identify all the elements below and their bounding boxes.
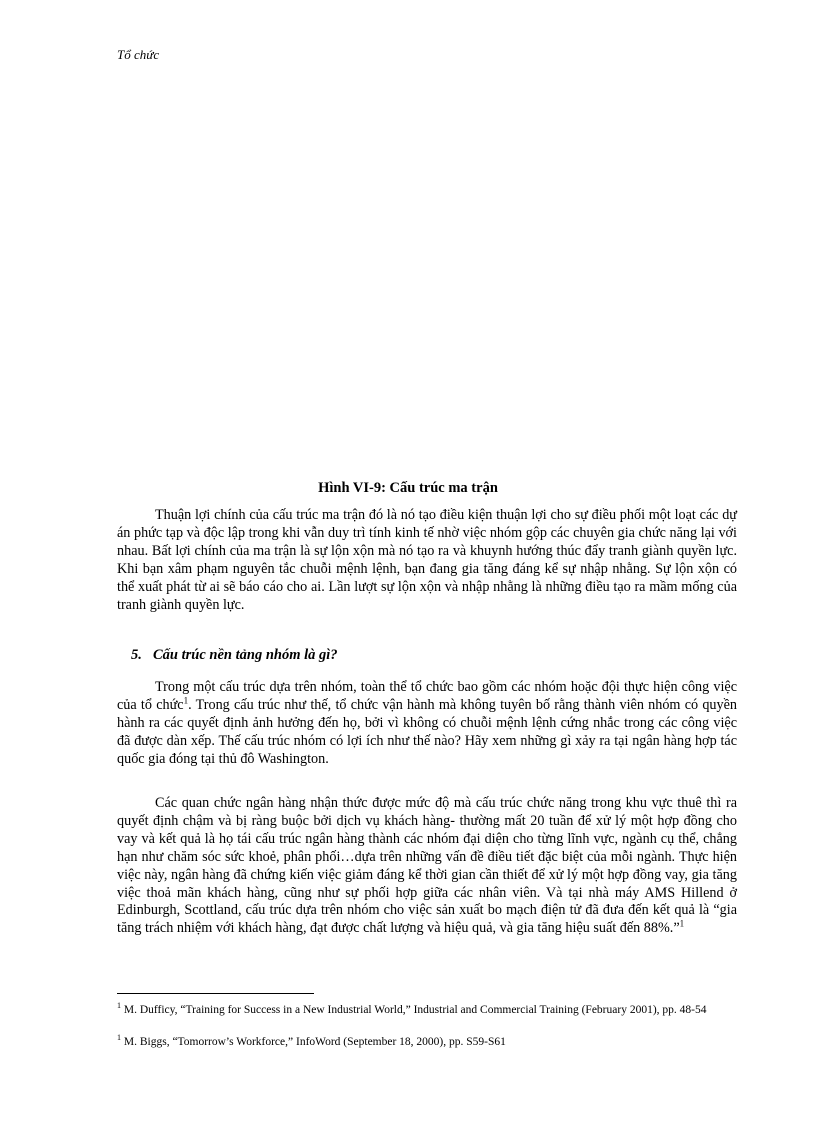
- figure-placeholder: [117, 80, 737, 470]
- running-header: Tổ chức: [117, 47, 160, 62]
- paragraph-team-structure: [117, 679, 737, 769]
- section-number: 5.: [131, 647, 142, 663]
- paragraph-text: . Trong cấu trúc như thế, tổ chức vận hành mà không tuyên bố rằng thành viên nhóm có quyền hành ra các quyết định ảnh hưởng đến họ, bởi vì không có chuỗi mệnh lệnh cứng nhắc trong các công việc đã được dàn xếp. Thế cấu trúc nhóm có lợi ích như thế nào? Hãy xem những gì xảy ra tại ngân hàng hợp tác quốc gia đóng tại thủ đô Washington.: [117, 696, 737, 767]
- footnote-marker: 1: [117, 1033, 121, 1043]
- footnote-ref[interactable]: 1: [183, 695, 189, 706]
- paragraph-bank-example: [117, 795, 737, 938]
- footnote-text: M. Biggs, “Tomorrow’s Workforce,” InfoWord (September 18, 2000), pp. S59-S61: [121, 1036, 506, 1048]
- paragraph-text: Các quan chức ngân hàng nhận thức được mức độ mà cấu trúc chức năng trong khu vực thuê thì ra quyết định chậm và bị ràng buộc bởi dịch vụ khách hàng- thường mất 20 tuần để xử lý một hợp đồng cho vay và kết quả là họ tái cấu trúc ngân hàng thành các nhóm đại diện cho từng lĩnh vực, ngành cụ thể, chẳng hạn như chăm sóc sức khoẻ, phân phối…dựa trên những vấn đề điều tiết đặc biệt của mỗi ngành. Thực hiện việc này, ngân hàng đã chứng kiến việc giảm đáng kể thời gian cần thiết để xử lý một hợp đồng vay, gia tăng việc thoả mãn khách hàng, cũng như sự phối hợp giữa các nhân viên. Và tại nhà máy AMS Hillend ở Edinburgh, Scottland, cấu trúc dựa trên nhóm cho việc sản xuất bo mạch điện tử đã đưa đến kết quả là “gia tăng trách nhiệm với khách hàng, đạt được chất lượng và hiệu quả, và gia tăng hiệu suất đến 88%.”: [117, 795, 737, 937]
- footnote-ref[interactable]: 1: [679, 918, 685, 929]
- section-heading: [131, 647, 338, 664]
- footnote-marker: 1: [117, 1001, 121, 1011]
- footnote-text: M. Dufficy, “Training for Success in a New Industrial World,” Industrial and Commercial Training (February 2001), pp. 48-54: [121, 1004, 707, 1016]
- footnote: [117, 1002, 737, 1018]
- footnote: [117, 1034, 737, 1050]
- paragraph-text: Trong một cấu trúc dựa trên nhóm, toàn thể tổ chức bao gồm các nhóm hoặc đội thực hiện công việc của tổ chức: [117, 679, 737, 713]
- section-title: Cấu trúc nền tảng nhóm là gì?: [153, 647, 338, 663]
- figure-caption: Hình VI-9: Cấu trúc ma trận: [318, 480, 498, 496]
- paragraph-matrix-advantages: Thuận lợi chính của cấu trúc ma trận đó là nó tạo điều kiện thuận lợi cho sự điều phối một loạt các dự án phức tạp và độc lập trong khi vẫn duy trì tính kinh tế nhờ việc nhóm gộp các chuyên gia chức năng lại với nhau. Bất lợi chính của ma trận là sự lộn xộn mà nó tạo ra và khuynh hướng thúc đẩy tranh giành quyền lực. Khi bạn xâm phạm nguyên tắc chuỗi mệnh lệnh, bạn đang gia tăng đáng kể sự nhập nhằng. Sự lộn xộn có thể xuất phát từ ai sẽ báo cáo cho ai. Lần lượt sự lộn xộn và nhập nhằng là những điều tạo ra mầm mống của tranh giành quyền lực.: [117, 507, 737, 613]
- footnote-separator: [117, 993, 314, 994]
